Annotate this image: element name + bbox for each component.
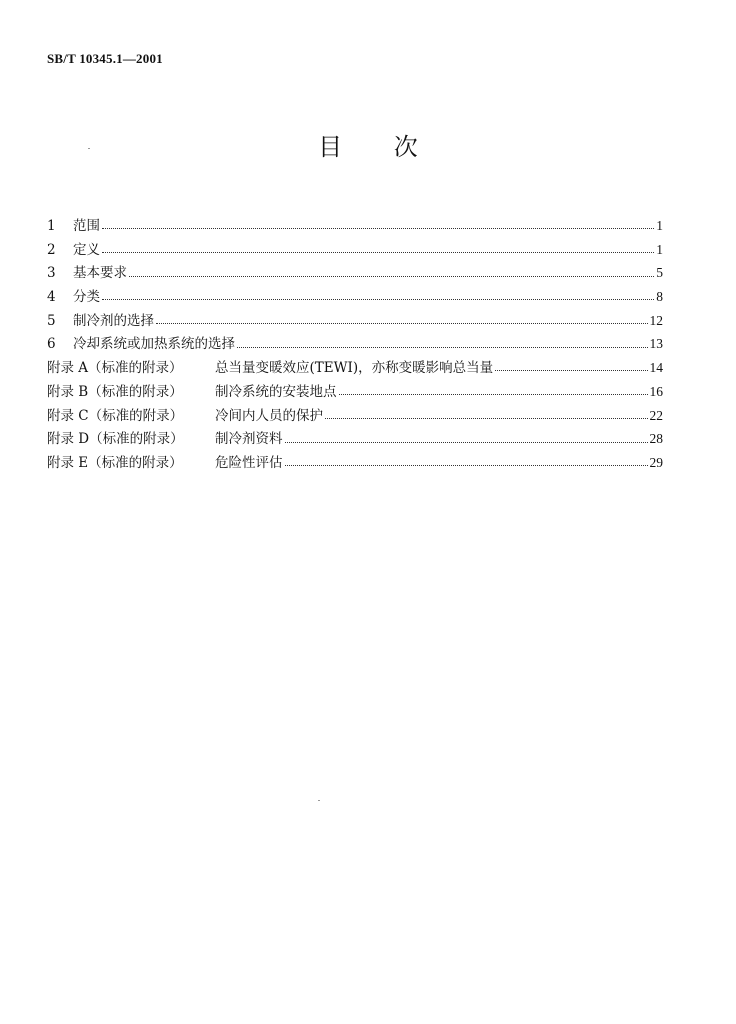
dot-leader (156, 323, 648, 324)
toc-entry-number: 6 (47, 336, 56, 353)
toc-entry-page: 13 (649, 336, 663, 352)
toc-entry-label: 分类 (73, 289, 100, 306)
dot-leader (237, 347, 648, 348)
toc-entry-3[interactable] (47, 261, 663, 285)
dot-leader (285, 465, 648, 466)
toc-entry-appendix-d[interactable] (47, 427, 663, 451)
dot-leader (339, 394, 648, 395)
toc-entry-label: 制冷剂的选择 (73, 312, 154, 329)
toc-entry-label: 冷间内人员的保护 (215, 407, 323, 424)
table-of-contents (47, 214, 663, 475)
standard-code: SB/T 10345.1—2001 (47, 51, 163, 66)
toc-entry-number: 2 (47, 241, 56, 258)
toc-entry-page: 22 (649, 407, 663, 423)
toc-entry-number: 1 (47, 218, 56, 234)
toc-entry-appendix-e[interactable] (47, 451, 663, 475)
toc-entry-appendix-b[interactable] (47, 380, 663, 404)
toc-entry-number: 3 (47, 265, 56, 282)
toc-entry-label: 危险性评估 (215, 454, 283, 471)
toc-entry-label: 冷却系统或加热系统的选择 (73, 336, 235, 353)
toc-entry-appendix-c[interactable] (47, 404, 663, 428)
page-title: 目 次 (318, 133, 440, 161)
toc-entry-page: 8 (656, 289, 663, 305)
toc-entry-number: 5 (47, 312, 56, 329)
toc-entry-label: 总当量变暖效应(TEWI)，亦称变暖影响总当量 (215, 360, 494, 377)
dot-leader (495, 370, 647, 371)
toc-entry-6[interactable] (47, 332, 663, 356)
toc-entry-page: 1 (656, 241, 663, 257)
toc-entry-page: 14 (649, 360, 663, 376)
toc-entry-page: 5 (656, 265, 663, 281)
toc-appendix-id: 附录 A（标准的附录） (47, 360, 183, 377)
toc-appendix-id: 附录 C（标准的附录） (47, 407, 184, 424)
toc-entry-label: 基本要求 (73, 265, 127, 282)
toc-entry-2[interactable] (47, 238, 663, 262)
dot-leader (102, 299, 654, 300)
toc-entry-appendix-a[interactable] (47, 356, 663, 380)
dot-leader (102, 228, 654, 229)
toc-entry-page: 1 (656, 218, 663, 233)
toc-entry-5[interactable] (47, 309, 663, 333)
toc-entry-number: 4 (47, 289, 56, 306)
toc-entry-label: 制冷剂资料 (215, 431, 283, 448)
dot-leader (102, 252, 654, 253)
dot-leader (325, 418, 648, 419)
toc-appendix-id: 附录 B（标准的附录） (47, 383, 183, 400)
toc-entry-1[interactable] (47, 214, 663, 238)
toc-entry-label: 制冷系统的安装地点 (215, 383, 337, 400)
toc-entry-page: 16 (649, 383, 663, 399)
scan-speck (318, 800, 320, 801)
scan-speck (88, 148, 90, 149)
toc-entry-label: 范围 (73, 218, 100, 234)
toc-entry-page: 29 (649, 454, 663, 470)
dot-leader (285, 442, 648, 443)
toc-entry-4[interactable] (47, 285, 663, 309)
toc-appendix-id: 附录 E（标准的附录） (47, 454, 183, 471)
toc-entry-page: 28 (649, 431, 663, 447)
dot-leader (129, 276, 654, 277)
toc-entry-label: 定义 (73, 241, 100, 258)
toc-entry-page: 12 (649, 312, 663, 328)
toc-appendix-id: 附录 D（标准的附录） (47, 431, 184, 448)
